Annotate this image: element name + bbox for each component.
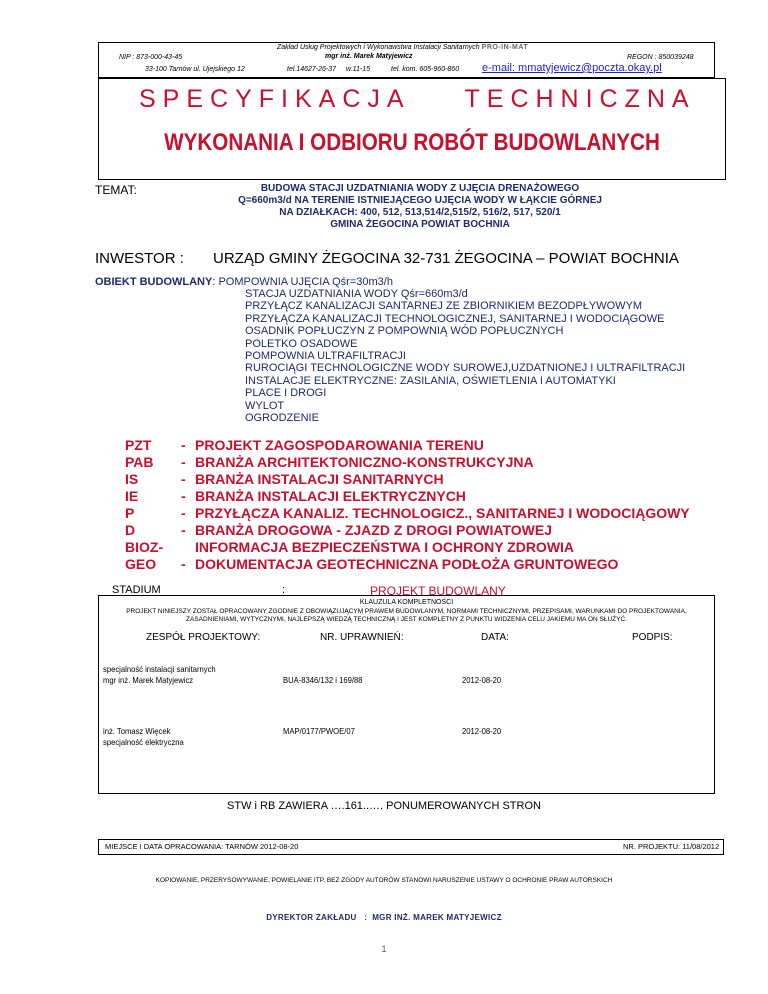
page-number: 1 bbox=[381, 944, 387, 954]
team-member: inż. Tomasz Więcek specjalność elektryczna bbox=[103, 726, 184, 747]
list-item: POMPOWNIA ULTRAFILTRACJI bbox=[245, 350, 406, 363]
team-member-date: 2012-08-20 bbox=[462, 726, 502, 736]
list-item: PRZYŁĄCZ KANALIZACJI SANTARNEJ ZE ZBIORNIKIEM BEZODPŁYWOWYM bbox=[245, 300, 643, 313]
temat-line: NA DZIAŁKACH: 400, 512, 513,514/2,515/2, 516/2, 517, 520/1 bbox=[279, 207, 561, 218]
list-item: OGRODZENIE bbox=[245, 412, 319, 425]
branza-item: IS - BRANŻA INSTALACJI SANITARNYCH bbox=[125, 471, 444, 487]
company-phone-ext: w.11-15 bbox=[346, 66, 370, 73]
title-wykonania: WYKONANIA I ODBIORU ROBÓT BUDOWLANYCH bbox=[164, 129, 660, 156]
team-member: specjalność instalacji sanitarnych mgr inż. Marek Matyjewicz bbox=[103, 664, 216, 685]
branza-item: D - BRANŻA DROGOWA - ZJAZD Z DROGI POWIATOWEJ bbox=[125, 522, 552, 538]
obiekt-list bbox=[245, 288, 685, 424]
temat-line: GMINA ŻEGOCINA POWIAT BOCHNIA bbox=[330, 219, 510, 230]
obiekt-label: OBIEKT BUDOWLANY bbox=[95, 276, 213, 288]
temat-line: BUDOWA STACJI UZDATNIANIA WODY Z UJĘCIA DRENAŻOWEGO bbox=[260, 183, 580, 194]
dyrektor-zakladu: DYREKTOR ZAKŁADU : MGR INŻ. MAREK MATYJEWICZ bbox=[266, 913, 502, 922]
list-item: INSTALACJE ELEKTRYCZNE: ZASILANIA, OŚWIETLENIA I AUTOMATYKI bbox=[245, 374, 616, 387]
branza-item: PZT - PROJEKT ZAGOSPODAROWANIA TERENU bbox=[125, 437, 484, 453]
company-brand: PRO-IN-MAT bbox=[481, 44, 529, 51]
inwestor-label: INWESTOR : bbox=[95, 250, 184, 267]
obiekt-first-item: : POMPOWNIA UJĘCIA Qśr=30m3/h bbox=[212, 276, 393, 288]
team-member-date: 2012-08-20 bbox=[462, 675, 502, 685]
list-item: POLETKO OSADOWE bbox=[245, 337, 358, 350]
list-item: PRZYŁĄCZA KANALIZACJI TECHNOLOGICZNEJ, SANITARNEJ I WODOCIĄGOWE bbox=[245, 312, 665, 325]
obiekt-budowlany bbox=[95, 276, 393, 288]
stw-page-count: STW i RB ZAWIERA ….161..…. PONUMEROWANYCH STRON bbox=[227, 800, 541, 812]
company-owner: mgr inż. Marek Matyjewicz bbox=[325, 53, 413, 60]
list-item: WYLOT bbox=[245, 399, 285, 412]
stadium-value: PROJEKT BUDOWLANY bbox=[370, 584, 506, 598]
miejsce-box bbox=[98, 839, 724, 855]
branze-list bbox=[125, 437, 690, 573]
branza-item: GEO - DOKUMENTACJA GEOTECHNICZNA PODŁOŻA GRUNTOWEGO bbox=[125, 556, 619, 572]
header-podpis: PODPIS: bbox=[632, 632, 673, 643]
list-item: STACJA UZDATNIANIA WODY Qśr=660m3/d bbox=[245, 288, 468, 300]
klauzula-box bbox=[98, 595, 715, 794]
inwestor-value: URZĄD GMINY ŻEGOCINA 32-731 ŻEGOCINA – POWIAT BOCHNIA bbox=[213, 250, 679, 267]
title-box bbox=[98, 78, 726, 180]
title-specyfikacja: SPECYFIKACJA TECHNICZNA bbox=[139, 85, 696, 113]
nip-number: NIP : 873-000-43-45 bbox=[119, 54, 183, 61]
temat-text bbox=[180, 183, 660, 231]
branza-item: IE - BRANŻA INSTALACJI ELEKTRYCZNYCH bbox=[125, 488, 466, 504]
branza-item: PAB - BRANŻA ARCHITEKTONICZNO-KONSTRUKCYJNA bbox=[125, 454, 534, 470]
company-header bbox=[98, 42, 715, 78]
copyright-notice: KOPIOWANIE, PRZERYSOWYWANIE, POWIELANIE ITP. BEZ ZGODY AUTORÓW STANOWI NARUSZENIE USTAWY O OCHRONIE PRAW AUTORSKICH bbox=[155, 877, 613, 884]
list-item: OSADNIK POPŁUCZYN Z POMPOWNIĄ WÓD POPŁUCZNYCH bbox=[245, 325, 564, 338]
branza-item: P - PRZYŁĄCZA KANALIZ. TECHNOLOGICZ., SANITARNEJ I WODOCIĄGOWY bbox=[125, 505, 690, 521]
stadium-colon: : bbox=[282, 584, 286, 596]
team-member-license: BUA-8346/132 i 169/88 bbox=[283, 675, 363, 685]
company-name: Zakład Usług Projektowych i Wykonawstwa Instalacji Sanitarnych PRO-IN-MAT bbox=[277, 44, 529, 51]
branza-item: BIOZ- INFORMACJA BEZPIECZEŃSTWA I OCHRONY ZDROWIA bbox=[125, 539, 575, 555]
header-nr-uprawnien: NR. UPRAWNIEŃ: bbox=[320, 632, 404, 643]
temat-line: Q=660m3/d NA TERENIE ISTNIEJĄCEGO UJĘCIA WODY W ŁĄKCIE GÓRNEJ bbox=[238, 195, 602, 206]
regon-number: REGON : 850039248 bbox=[627, 54, 694, 61]
klauzula-text: PROJEKT NINIEJSZY ZOSTAŁ OPRACOWANY ZGODNIE Z OBOWIĄZUJĄCYM PRAWEM BUDOWLANYM, NORMAMI TECHNICZNYMI, PRZEPISAMI, WARUNKAMI DO PROJEKTOWANIA, ZASADNIENIAMI, WYTYCZNYMI, NAJLEPSZĄ WIEDZĄ TECHNICZNĄ I JEST KOMPLETNY Z PUNKTU WIDZENIA CELU JAKIEMU MA ON SŁUŻYĆ. bbox=[126, 608, 687, 623]
company-mobile: tel. kom. 605-960-860 bbox=[391, 66, 460, 73]
nr-projektu: NR. PROJEKTU: 11/08/2012 bbox=[623, 842, 720, 851]
header-zespol: ZESPÓŁ PROJEKTOWY: bbox=[146, 632, 261, 643]
company-address: 33-100 Tarnów ul. Ujejskiego 12 bbox=[145, 66, 245, 73]
temat-label: TEMAT: bbox=[95, 183, 137, 197]
list-item: PLACE I DROGI bbox=[245, 387, 327, 400]
stadium-label: STADIUM bbox=[112, 584, 161, 596]
header-data: DATA: bbox=[481, 632, 509, 643]
miejsce-i-data: MIEJSCE I DATA OPRACOWANIA: TARNÓW 2012-08-20 bbox=[105, 842, 299, 851]
company-email-link[interactable]: e-mail: mmatyjewicz@poczta.okay.pl bbox=[482, 62, 662, 74]
klauzula-title: KLAUZULA KOMPLETNOŚCI bbox=[359, 599, 454, 606]
team-member-license: MAP/0177/PWOE/07 bbox=[283, 726, 355, 736]
list-item: RUROCIĄGI TECHNOLOGICZNE WODY SUROWEJ,UZDATNIONEJ I ULTRAFILTRACJI bbox=[245, 362, 686, 375]
company-phone: tel.14627-26-37 bbox=[287, 66, 337, 73]
